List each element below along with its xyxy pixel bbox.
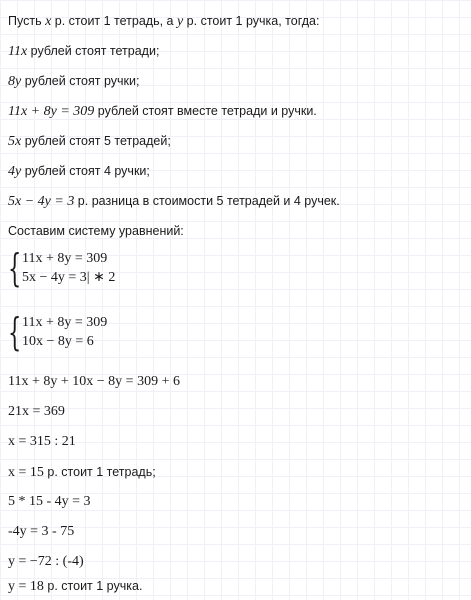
math-expr: 11x + 8y = 309 <box>8 104 95 119</box>
line-text: рублей стоят 5 тетрадей; <box>21 134 171 148</box>
line-pens-cost <box>8 73 139 90</box>
step-y-division: y = −72 : (-4) <box>8 554 84 569</box>
equation-1: 11x + 8y = 309 <box>22 251 108 266</box>
equation-1: 11x + 8y = 309 <box>22 315 108 330</box>
line-text: р. стоит 1 тетрадь; <box>43 465 156 479</box>
math-expr: 4y <box>8 164 22 179</box>
line-text: р. стоит 1 ручка. <box>43 579 143 593</box>
intro-line <box>8 13 319 30</box>
line-text: рублей стоят вместе тетради и ручки. <box>94 104 317 118</box>
step-minus-4y: -4y = 3 - 75 <box>8 524 75 539</box>
line-notebooks-cost <box>8 43 159 60</box>
line-text: рублей стоят тетради; <box>27 44 160 58</box>
intro-text-1: Пусть <box>8 14 46 28</box>
math-expr: y = 18 <box>8 579 44 594</box>
equation-system-1 <box>8 246 328 290</box>
intro-text-3: р. стоит 1 ручка, тогда: <box>183 14 320 28</box>
line-total-cost <box>8 103 317 120</box>
step-y-result <box>8 578 142 595</box>
system-intro: Составим систему уравнений: <box>8 224 184 238</box>
step-substitute: 5 * 15 - 4y = 3 <box>8 494 91 509</box>
step-sum: 11x + 8y + 10x − 8y = 309 + 6 <box>8 374 180 389</box>
line-text: р. разница в стоимости 5 тетрадей и 4 ручек. <box>74 194 340 208</box>
math-expr: 5x <box>8 134 22 149</box>
math-expr: 11x <box>8 44 28 59</box>
var-y: y <box>176 14 184 29</box>
math-expr: x = 15 <box>8 465 44 480</box>
left-brace: { <box>8 246 22 290</box>
equation-system-2 <box>8 310 328 354</box>
step-x-result <box>8 464 156 481</box>
equation-2: 10x − 8y = 6 <box>22 334 94 349</box>
left-brace: { <box>8 310 22 354</box>
intro-text-2: р. стоит 1 тетрадь, а <box>51 14 177 28</box>
var-x: x <box>45 14 52 29</box>
math-expr: 8y <box>8 74 22 89</box>
line-text: рублей стоят 4 ручки; <box>21 164 150 178</box>
line-5-notebooks <box>8 133 171 150</box>
step-21x: 21x = 369 <box>8 404 65 419</box>
step-x-division: x = 315 : 21 <box>8 434 76 449</box>
line-difference <box>8 193 340 210</box>
math-expr: 5x − 4y = 3 <box>8 194 75 209</box>
line-text: рублей стоят ручки; <box>21 74 140 88</box>
equation-2: 5x − 4y = 3| ∗ 2 <box>22 270 116 285</box>
line-4-pens <box>8 163 150 180</box>
